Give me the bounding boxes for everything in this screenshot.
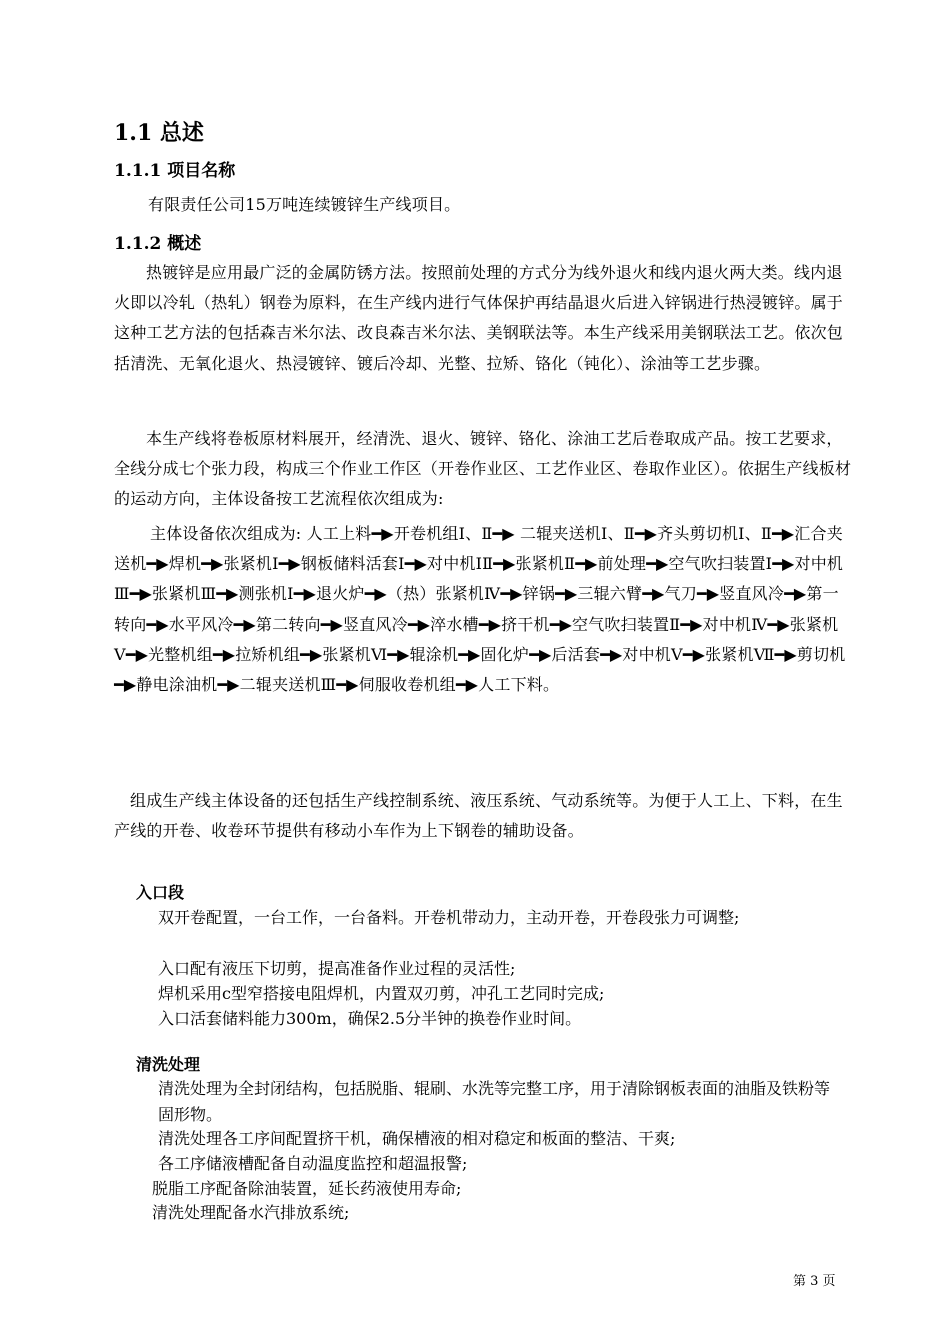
cleaning-item: 各工序储液槽配备自动温度监控和超温报警; bbox=[158, 1154, 468, 1173]
entry-item: 入口配有液压下切剪，提高准备作业过程的灵活性; bbox=[158, 959, 516, 978]
cleaning-item: 脱脂工序配备除油装置，延长药液使用寿命; bbox=[152, 1179, 462, 1198]
cleaning-section-title: 清洗处理 bbox=[136, 1055, 201, 1074]
entry-section-title: 入口段 bbox=[136, 883, 185, 902]
cleaning-item: 清洗处理各工序间配置挤干机，确保槽液的相对稳定和板面的整洁、干爽; bbox=[158, 1129, 676, 1148]
entry-item: 焊机采用c型窄搭接电阻焊机，内置双刃剪，冲孔工艺同时完成; bbox=[158, 984, 605, 1003]
cleaning-item: 清洗处理为全封闭结构，包括脱脂、辊刷、水洗等完整工序，用于清除钢板表面的油脂及铁粉等固形物。 bbox=[158, 1079, 831, 1124]
cleaning-item: 清洗处理配备水汽排放系统; bbox=[152, 1203, 350, 1222]
equipment-flow-paragraph: 主体设备依次组成为: 人工上料━▶开卷机组Ⅰ、Ⅱ━▶ 二辊夹送机Ⅰ、Ⅱ━▶齐头剪切机Ⅰ、Ⅱ━▶汇合夹送机━▶焊机━▶张紧机Ⅰ━▶钢板储料活套Ⅰ━▶对中机ⅠⅡ━▶张紧机Ⅱ━▶前处理━▶空气吹扫装置Ⅰ━▶对中机Ⅲ━▶张紧机Ⅲ━▶测张机Ⅰ━▶退火炉━▶（热）张紧机Ⅳ━▶锌锅━▶三辊六臂━▶气刀━▶竖直风冷━▶第一转向━▶水平风冷━▶第二转向━▶竖直风冷━▶淬水槽━▶挤干机━▶空气吹扫装置Ⅱ━▶对中机Ⅳ━▶张紧机Ⅴ━▶光整机组━▶拉矫机组━▶张紧机Ⅵ━▶辊涂机━▶固化炉━▶后活套━▶对中机Ⅴ━▶张紧机Ⅶ━▶剪切机━▶静电涂油机━▶二辊夹送机Ⅲ━▶伺服收卷机组━▶人工下料。 bbox=[114, 524, 846, 695]
page-number: 第 3 页 bbox=[793, 1274, 836, 1289]
section-heading-1-1: 1.1 总述 bbox=[114, 120, 204, 146]
entry-item: 入口活套储料能力300m，确保2.5分半钟的换卷作业时间。 bbox=[158, 1009, 582, 1028]
overview-paragraph-2: 本生产线将卷板原材料展开，经清洗、退火、镀锌、铬化、涂油工艺后卷取成产品。按工艺要求，全线分成七个张力段，构成三个作业工作区（开卷作业区、工艺作业区、卷取作业区）。依据生产线板材的运动方向，主体设备按工艺流程依次组成为: bbox=[114, 429, 852, 509]
overview-paragraph-1: 热镀锌是应用最广泛的金属防锈方法。按照前处理的方式分为线外退火和线内退火两大类。线内退火即以冷轧（热轧）钢卷为原料，在生产线内进行气体保护再结晶退火后进入锌锅进行热浸镀锌。属于这种工艺方法的包括森吉米尔法、改良森吉米尔法、美钢联法等。本生产线采用美钢联法工艺。依次包括清洗、无氧化退火、热浸镀锌、镀后冷却、光整、拉矫、铬化（钝化）、涂油等工艺步骤。 bbox=[114, 263, 844, 373]
project-name-text: 有限责任公司15万吨连续镀锌生产线项目。 bbox=[148, 195, 461, 214]
auxiliary-equipment-paragraph: 组成生产线主体设备的还包括生产线控制系统、液压系统、气动系统等。为便于人工上、下料，在生产线的开卷、收卷环节提供有移动小车作为上下钢卷的辅助设备。 bbox=[114, 791, 843, 841]
section-heading-1-1-1: 1.1.1 项目名称 bbox=[114, 161, 236, 181]
section-heading-1-1-2: 1.1.2 概述 bbox=[114, 234, 202, 254]
entry-item: 双开卷配置，一台工作，一台备料。开卷机带动力，主动开卷，开卷段张力可调整; bbox=[158, 908, 740, 927]
